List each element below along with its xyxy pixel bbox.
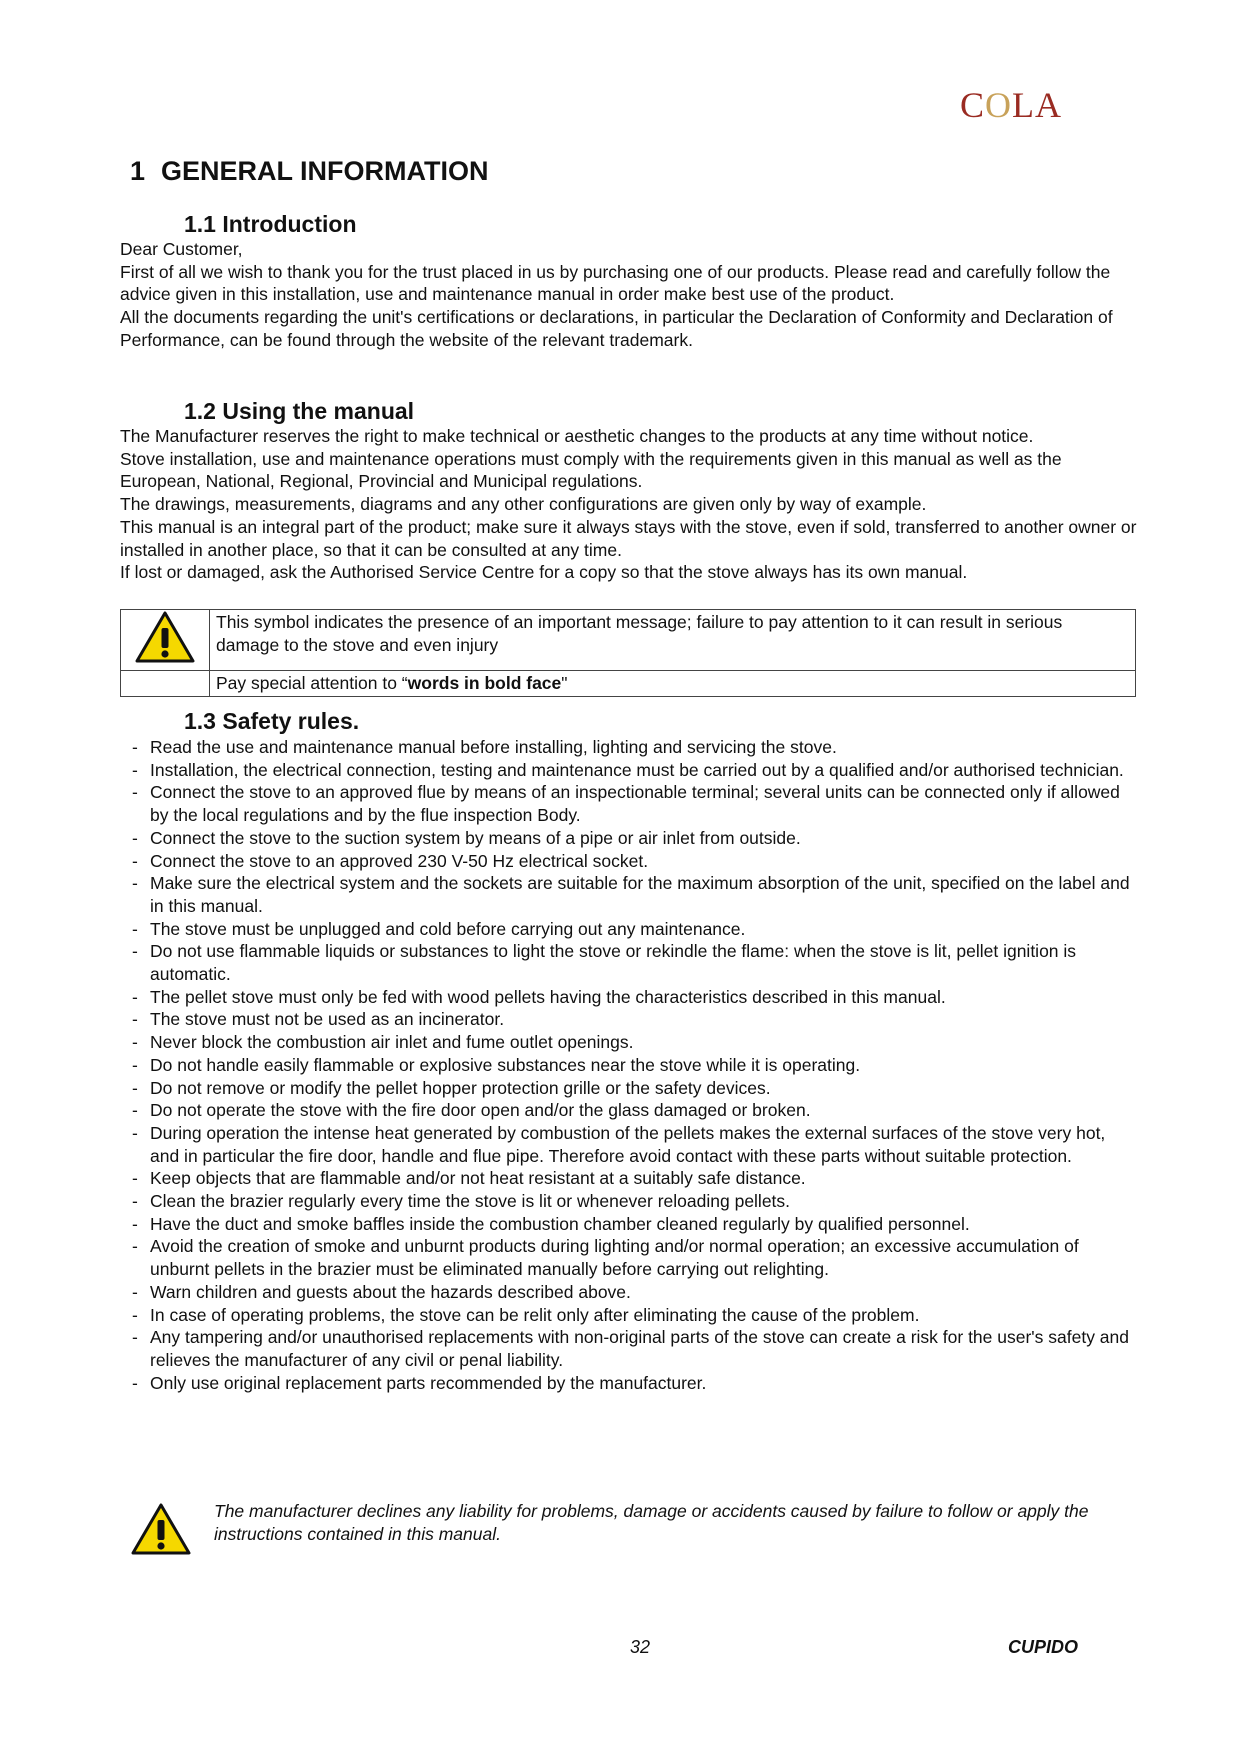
safety-heading: 1.3 Safety rules.	[184, 708, 360, 734]
notice-row-symbol	[121, 610, 1136, 671]
safety-rule: - Read the use and maintenance manual before installing, lighting and servicing the stove.	[130, 736, 1130, 759]
section-number: 1	[130, 156, 146, 186]
safety-rule: - The stove must be unplugged and cold before carrying out any maintenance.	[130, 918, 1130, 941]
manual-paragraph: The drawings, measurements, diagrams and any other configurations are given only by way of example.	[120, 494, 927, 515]
safety-rule: - Do not use flammable liquids or substances to light the stove or rekindle the flame: when the stove is lit, pellet ignition is automatic.	[130, 940, 1130, 985]
safety-rule: - The pellet stove must only be fed with wood pellets having the characteristics described in this manual.	[130, 986, 1130, 1009]
manual-paragraph: The Manufacturer reserves the right to make technical or aesthetic changes to the products at any time without notice.	[120, 426, 1034, 446]
safety-rule: - Connect the stove to the suction system by means of a pipe or air inlet from outside.	[130, 827, 1130, 850]
safety-rules-list	[130, 736, 1130, 1394]
notice-row-bold	[121, 670, 1136, 697]
safety-rule: - Do not operate the stove with the fire door open and/or the glass damaged or broken.	[130, 1099, 1130, 1122]
introduction-body	[120, 238, 1140, 352]
logo-letter-o: O	[985, 85, 1013, 125]
warning-icon	[134, 610, 196, 664]
notice-table	[120, 609, 1136, 697]
section-title	[130, 156, 489, 187]
notice-bold-text	[210, 670, 1136, 697]
safety-rule: - Do not remove or modify the pellet hopper protection grille or the safety devices.	[130, 1077, 1130, 1100]
safety-rule: - Clean the brazier regularly every time the stove is lit or whenever reloading pellets.	[130, 1190, 1130, 1213]
using-manual-heading: 1.2 Using the manual	[184, 398, 415, 424]
safety-rule: - Warn children and guests about the hazards described above.	[130, 1281, 1130, 1304]
safety-rule: - The stove must not be used as an incinerator.	[130, 1008, 1130, 1031]
safety-rule: - Make sure the electrical system and the sockets are suitable for the maximum absorption of the unit, specified on the label and in this manual.	[130, 872, 1130, 917]
warning-icon	[130, 1502, 192, 1556]
safety-rule: - Connect the stove to an approved 230 V-50 Hz electrical socket.	[130, 850, 1130, 873]
safety-rule: - Any tampering and/or unauthorised replacements with non-original parts of the stove can create a risk for the user's safety and relieves the manufacturer of any civil or penal liability.	[130, 1326, 1130, 1371]
notice-symbol-text: This symbol indicates the presence of an important message; failure to pay attention to it can result in serious damage to the stove and even injury	[210, 610, 1136, 671]
section-title-text: GENERAL INFORMATION	[161, 156, 489, 186]
using-manual-body	[120, 425, 1140, 584]
brand-logo	[960, 84, 1062, 126]
introduction-heading: 1.1 Introduction	[184, 211, 357, 237]
intro-paragraph: All the documents regarding the unit's certifications or declarations, in particular the Declaration of Conformity and Declaration of Performance, can be found through the website of the relevant trademark.	[120, 307, 1113, 350]
safety-rule: - Only use original replacement parts recommended by the manufacturer.	[130, 1372, 1130, 1395]
safety-rule: - Never block the combustion air inlet and fume outlet openings.	[130, 1031, 1130, 1054]
safety-rule: - Installation, the electrical connection, testing and maintenance must be carried out by a qualified and/or authorised technician.	[130, 759, 1130, 782]
safety-rule: - During operation the intense heat generated by combustion of the pellets makes the external surfaces of the stove very hot, and in particular the fire door, handle and flue pipe. Therefore avoid contact with these parts without suitable protection.	[130, 1122, 1130, 1167]
manual-paragraph: If lost or damaged, ask the Authorised Service Centre for a copy so that the stove always has its own manual.	[120, 562, 968, 583]
safety-rule: - Connect the stove to an approved flue by means of an inspectionable terminal; several units can be connected only if allowed by the local regulations and by the flue inspection Body.	[130, 781, 1130, 826]
intro-paragraph: First of all we wish to thank you for the trust placed in us by purchasing one of our products. Please read and carefully follow the advice given in this installation, use and maintenance manual in order make best use of the product.	[120, 261, 1111, 305]
notice-bold-suffix: "	[561, 672, 568, 693]
notice-icon-cell	[121, 610, 210, 671]
manual-paragraph: Stove installation, use and maintenance operations must comply with the requirements given in this manual as well as the European, National, Regional, Provincial and Municipal regulations.	[120, 448, 1062, 492]
safety-rule: - In case of operating problems, the stove can be relit only after eliminating the cause of the problem.	[130, 1304, 1130, 1327]
safety-rule: - Do not handle easily flammable or explosive substances near the stove while it is operating.	[130, 1054, 1130, 1077]
safety-rule: - Keep objects that are flammable and/or not heat resistant at a suitably safe distance.	[130, 1167, 1130, 1190]
logo-text: COLA	[960, 85, 1063, 125]
notice-bold-prefix: Pay special attention to “	[216, 672, 408, 693]
intro-paragraph: Dear Customer,	[120, 239, 243, 259]
manual-paragraph: This manual is an integral part of the product; make sure it always stays with the stove, even if sold, transferred to another owner or installed in another place, so that it can be consulted at any time.	[120, 516, 1137, 560]
notice-bold-words: words in bold face	[407, 672, 562, 693]
disclaimer-text: The manufacturer declines any liability for problems, damage or accidents caused by failure to follow or apply the instructions contained in this manual.	[214, 1501, 1089, 1544]
model-name: CUPIDO	[1008, 1637, 1079, 1657]
page-number: 32	[630, 1637, 651, 1657]
safety-rule: - Avoid the creation of smoke and unburnt products during lighting and/or normal operation; an excessive accumulation of unburnt pellets in the brazier must be eliminated manually before carrying out relighting.	[130, 1235, 1130, 1280]
safety-rule: - Have the duct and smoke baffles inside the combustion chamber cleaned regularly by qualified personnel.	[130, 1213, 1130, 1236]
notice-empty-cell	[121, 670, 210, 697]
